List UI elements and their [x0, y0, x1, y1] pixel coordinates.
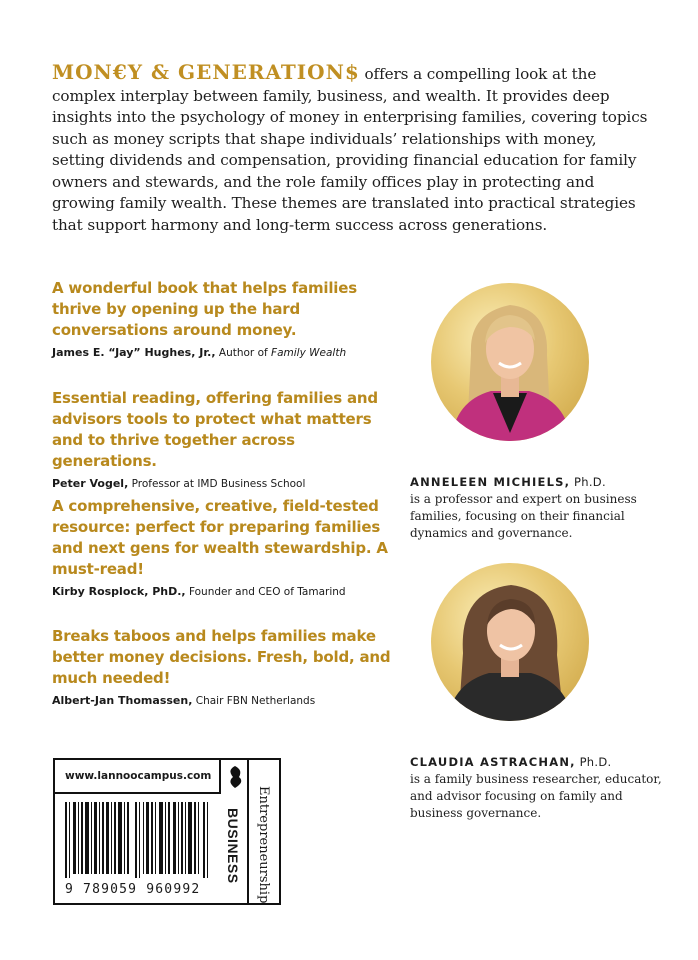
endorsement-text: A comprehensive, creative, field-tested resource: perfect for preparing families and next gens for wealth stewardship. A must-read! — [52, 497, 388, 578]
category-label: BUSINESS — [225, 808, 241, 884]
author-bio-2 — [410, 754, 670, 822]
publisher-url[interactable]: www.lannoocampus.com — [55, 760, 221, 794]
endorsement-4 — [52, 626, 397, 712]
author-photo-claudia — [431, 563, 589, 721]
subcategory-column — [249, 760, 279, 903]
endorser-name: Peter Vogel, — [52, 477, 129, 490]
endorser-book: Family Wealth — [271, 347, 347, 359]
author-name: CLAUDIA ASTRACHAN, — [410, 755, 576, 769]
isbn-number: 9 789059 960992 — [65, 882, 201, 897]
endorsement-1 — [52, 278, 397, 364]
endorsement-3 — [52, 496, 397, 603]
author-bio-1 — [410, 474, 670, 542]
portrait-illustration — [431, 283, 589, 441]
portrait-illustration — [431, 563, 589, 721]
endorser-role: Founder and CEO of Tamarind — [188, 586, 346, 598]
endorsement-text: Essential reading, offering families and advisors tools to protect what matters and to thrive together across generations. — [52, 389, 378, 470]
endorser-role: Professor at IMD Business School — [131, 478, 306, 490]
endorsement-text: A wonderful book that helps families thrive by opening up the hard conversations around money. — [52, 279, 357, 339]
author-photo-anneleen — [431, 283, 589, 441]
endorsement-text: Breaks taboos and helps families make better money decisions. Fresh, bold, and much needed! — [52, 627, 391, 687]
endorser-role: Chair FBN Netherlands — [195, 695, 316, 707]
endorsement-attribution — [52, 690, 397, 712]
endorser-role: Author of — [218, 347, 272, 359]
publisher-logo-icon — [223, 764, 247, 790]
endorsement-2 — [52, 388, 397, 495]
endorsement-attribution — [52, 473, 397, 495]
author-description: is a professor and expert on business families, focusing on their financial dynamics and governance. — [410, 492, 637, 540]
publisher-box — [53, 758, 281, 905]
author-description: is a family business researcher, educator, and advisor focusing on family and business governance. — [410, 772, 662, 820]
author-degree: Ph.D. — [574, 475, 606, 489]
endorsement-attribution — [52, 581, 397, 603]
publisher-logo-column — [221, 760, 249, 903]
endorser-name: Kirby Rosplock, PhD., — [52, 585, 186, 598]
subcategory-label: Entrepreneurship — [256, 786, 271, 904]
endorser-name: Albert-Jan Thomassen, — [52, 694, 193, 707]
barcode-image — [65, 802, 213, 878]
endorsement-attribution — [52, 342, 397, 364]
author-name: ANNELEEN MICHIELS, — [410, 475, 571, 489]
intro-paragraph — [52, 62, 652, 236]
intro-text: offers a compelling look at the complex interplay between family, business, and wealth. It provides deep insights into the psychology of money in enterprising families, covering topics such as money scripts that shape individuals’ relationships with money, setting dividends and compensation, providing financial education for family owners and stewards, and the role family offices play in protecting and growing family wealth. These themes are translated into practical strategies that support harmony and long-term success across generations. — [52, 65, 648, 234]
book-title-brand: MON€Y & GENERATION$ — [52, 60, 360, 84]
author-degree: Ph.D. — [579, 755, 612, 769]
endorser-name: James E. “Jay” Hughes, Jr., — [52, 346, 216, 359]
